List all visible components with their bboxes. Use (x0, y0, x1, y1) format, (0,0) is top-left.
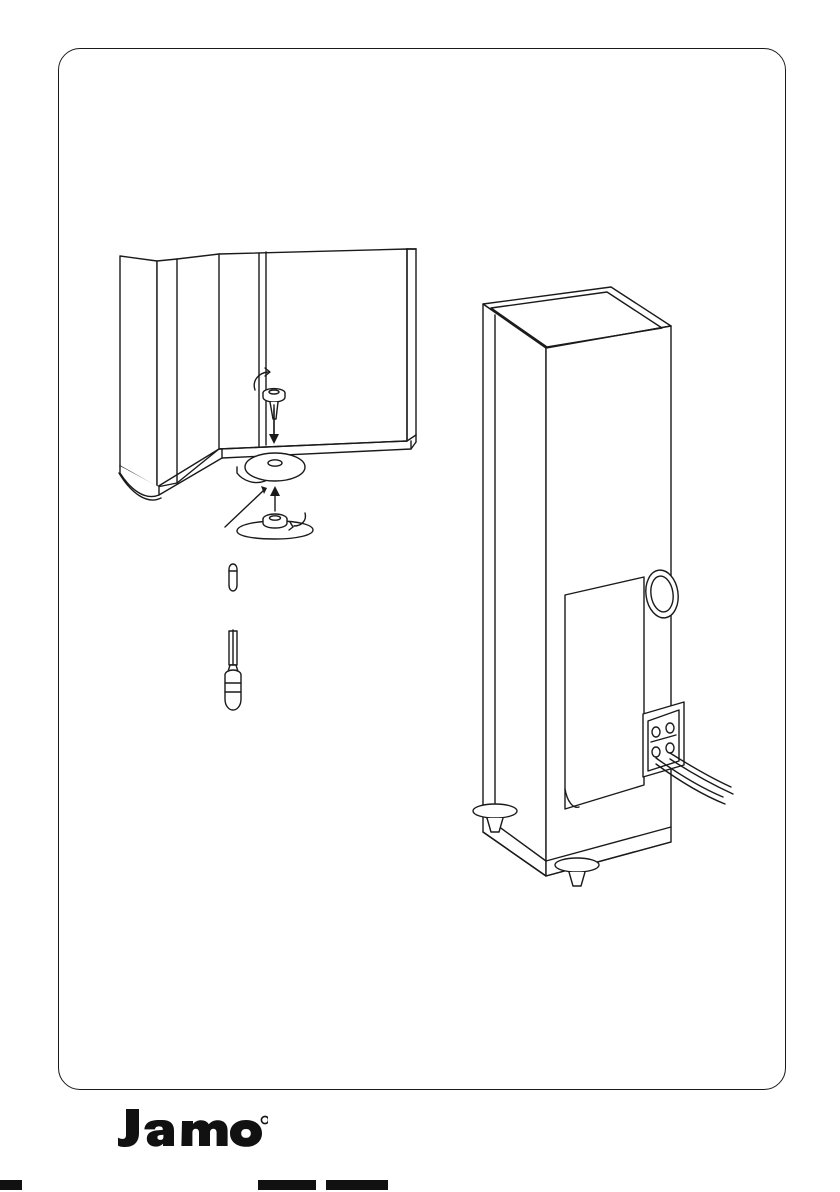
footer-marks (0, 1180, 840, 1192)
alignment-leader-line (225, 486, 267, 527)
footer-mark-mid (258, 1180, 316, 1190)
speaker-cabinet (483, 287, 671, 876)
small-screw (229, 564, 237, 591)
illustration-frame (58, 48, 786, 1090)
jamo-wordmark-icon (118, 1105, 268, 1151)
footer-mark-left (0, 1180, 22, 1190)
upward-assembly-arrow (270, 486, 280, 511)
footer-mark-right (326, 1180, 388, 1190)
brand-logo (118, 1105, 268, 1151)
washer-disc (237, 514, 313, 539)
assembly-illustration (59, 49, 787, 1091)
terminal-panel (643, 702, 684, 777)
plinth-base (245, 453, 305, 481)
screwdriver (225, 630, 241, 710)
